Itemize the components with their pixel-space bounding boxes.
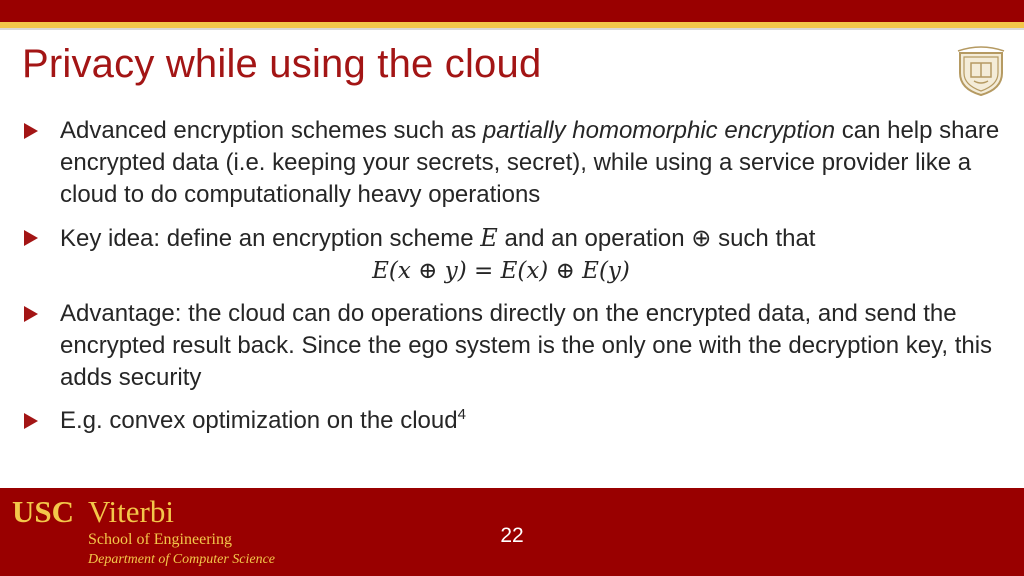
bullet-item: [22, 222, 1002, 287]
bullet-text: Advantage: the cloud can do operations directly on the encrypted data, and send the encrypted result back. Since the ego system is the only one with the decryption key, this adds security: [60, 300, 993, 391]
bullet-item: [22, 115, 1002, 211]
department-name: Department of Computer Science: [88, 552, 276, 567]
slide-title: Privacy while using the cloud: [22, 42, 542, 86]
bullet-text: Key idea: define an encryption scheme: [60, 225, 481, 252]
header-divider: [0, 28, 1024, 30]
bullet-text: and an operation: [497, 225, 692, 252]
page-number: 22: [500, 524, 524, 547]
triangle-bullet-icon: [24, 413, 38, 429]
bullet-item: [22, 405, 1002, 437]
triangle-bullet-icon: [24, 230, 38, 246]
bullet-text: Advanced encryption schemes such as: [60, 117, 483, 144]
bullet-text: can help share encrypted data (i.e. keeping your secrets, secret), while using a service provider like a cloud to do computationally heavy operations: [60, 117, 1000, 208]
top-banner: [0, 0, 1024, 22]
footnote-marker: 4: [457, 406, 466, 423]
math-symbol-e: E: [480, 224, 498, 252]
math-symbol-oplus: ⊕: [691, 225, 712, 252]
triangle-bullet-icon: [24, 306, 38, 322]
university-seal-icon: [954, 45, 1008, 97]
bullet-list: [22, 115, 1002, 448]
footer-bar: [0, 488, 1024, 576]
bullet-text: E.g. convex optimization on the cloud: [60, 407, 458, 434]
brand-viterbi: Viterbi: [88, 494, 174, 529]
school-name: School of Engineering: [88, 531, 232, 548]
emphasized-term: partially homomorphic encryption: [482, 117, 836, 144]
equation: E(x ⊕ y) = E(x) ⊕ E(y): [372, 258, 630, 284]
bullet-text: such that: [711, 225, 816, 252]
brand-usc: USC: [12, 494, 75, 529]
bullet-item: [22, 298, 1002, 394]
triangle-bullet-icon: [24, 123, 38, 139]
